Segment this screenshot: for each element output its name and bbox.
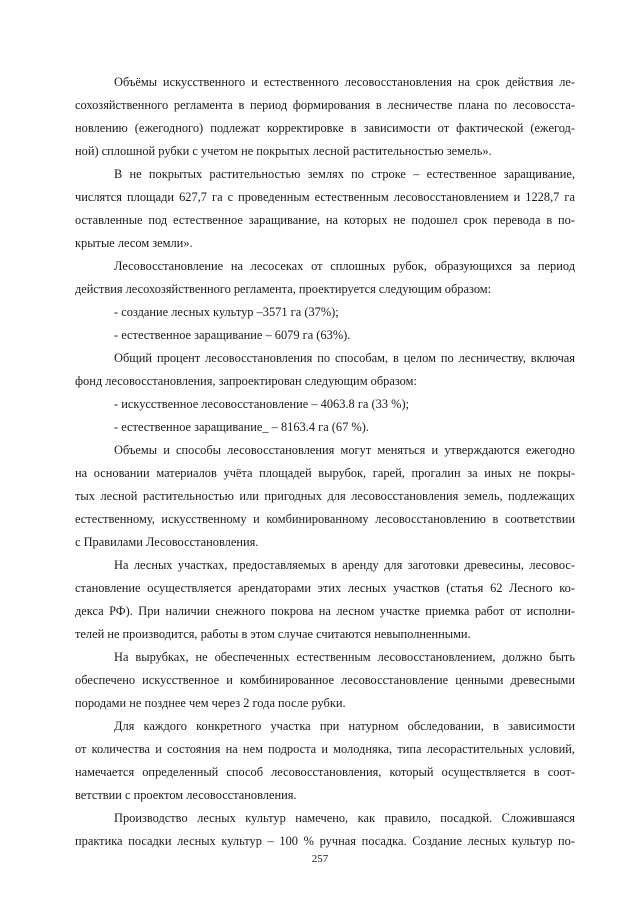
page-number: 257 [311,853,329,865]
text-line: Объёмы искусственного и естественного лесовосстановления на срок действия ле- [114,75,575,89]
text-line: крытые лесом земли». [75,236,193,250]
text-line: В не покрытых растительностью землях по строке – естественное заращивание, [114,167,575,181]
text-line: от количества и состояния на нем подроста и молодняка, типа лесорастительных условий, [75,742,575,756]
text-line: На вырубках, не обеспеченных естественным лесовосстановлением, должно быть [114,650,575,664]
text-line: фонд лесовосстановления, запроектирован следующим образом: [75,374,417,388]
text-line: оставленные под естественное заращивание, на которых не подошел срок перевода в по- [75,213,575,227]
text-line: На лесных участках, предоставляемых в аренду для заготовки древесины, лесовос- [114,558,575,572]
text-line: становление осуществляется арендаторами этих лесных участков (статья 62 Лесного ко- [75,581,575,595]
text-line: тых лесной растительностью или пригодных для лесовосстановления земель, подлежащих [75,489,575,503]
text-line: на основании материалов учёта площадей вырубок, гарей, прогалин за иных не покры- [75,466,575,480]
text-line: Общий процент лесовосстановления по способам, в целом по лесничеству, включая [114,351,575,365]
text-line: ной) сплошной рубки с учетом не покрытых лесной растительностью земель». [75,144,492,158]
text-line: телей не производится, работы в этом случае считаются невыполненными. [75,627,471,641]
text-line: Лесовосстановление на лесосеках от сплошных рубок, образующихся за период [114,259,575,273]
text-line: Объемы и способы лесовосстановления могут меняться и утверждаются ежегодно [114,443,575,457]
list-item: - искусственное лесовосстановление – 4063.8 га (33 %); [114,397,410,411]
text-line: обеспечено искусственное и комбинированное лесовосстановление ценными древесными [75,673,575,687]
text-line: ветствии с проектом лесовосстановления. [75,788,297,802]
text-line: действия лесохозяйственного регламента, проектируется следующим образом: [75,282,492,296]
list-item: - естественное заращивание – 6079 га (63%). [114,328,351,342]
text-line: новлению (ежегодного) подлежат корректировке в зависимости от фактической (ежегод- [75,121,575,135]
text-line: Для каждого конкретного участка при натурном обследовании, в зависимости [114,719,575,733]
text-line: Производство лесных культур намечено, как правило, посадкой. Сложившаяся [114,811,575,825]
text-line: сохозяйственного регламента в период формирования в лесничестве плана по лесовосста- [75,98,575,112]
text-line: декса РФ). При наличии снежного покрова на лесном участке приемка работ от исполни- [75,604,575,618]
text-line: практика посадки лесных культур – 100 % ручная посадка. Создание лесных культур по- [75,834,575,848]
text-line: с Правилами Лесовосстановления. [75,535,259,549]
list-item: - создание лесных культур –3571 га (37%); [114,305,339,319]
text-line: естественному, искусственному и комбинированному лесовосстановлению в соответствии [75,512,575,526]
text-line: числятся площади 627,7 га с проведенным естественным лесовосстановлением и 1228,7 га [75,190,575,204]
list-item: - естественное заращивание_ – 8163.4 га (67 %). [114,420,369,434]
text-line: породами не позднее чем через 2 года после рубки. [75,696,346,710]
text-line: намечается определенный способ лесовосстановления, который осуществляется в соот- [75,765,575,779]
